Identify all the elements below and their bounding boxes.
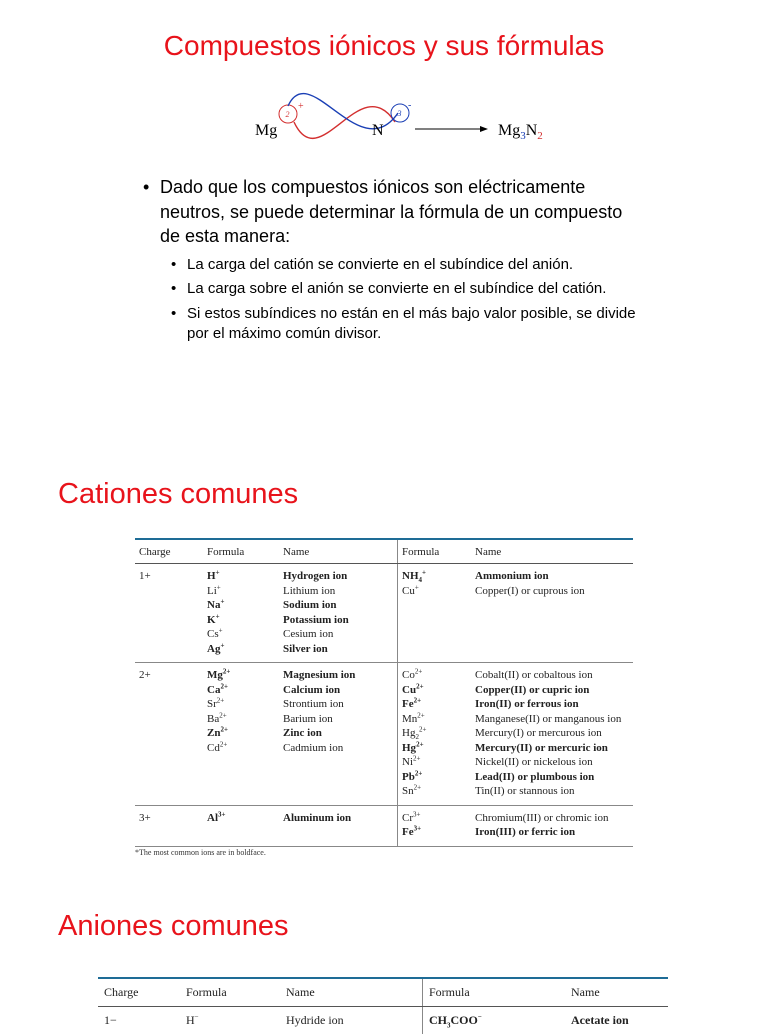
name-cell — [471, 564, 633, 663]
formula-base: Ni — [402, 756, 413, 768]
formula-cell — [203, 564, 279, 663]
name-cell — [279, 805, 398, 846]
header-name: Name — [279, 539, 398, 564]
sub-bullet-list — [171, 255, 643, 345]
formula-base: Mg — [207, 669, 223, 681]
ion-formula — [207, 613, 275, 628]
charge-cell: 1+ — [135, 564, 203, 663]
header-name: Name — [471, 539, 633, 564]
ion-name: Iron(II) or ferrous ion — [475, 698, 579, 710]
ion-formula — [207, 584, 275, 599]
ion-name: Zinc ion — [283, 727, 322, 739]
header-formula: Formula — [398, 539, 472, 564]
formula-charge: 2+ — [418, 725, 427, 734]
formula-charge: 3+ — [218, 809, 226, 818]
table-row — [135, 663, 633, 806]
formula-base: Mn — [402, 712, 418, 725]
sub-bullet-item: • Si estos subíndices no están en el más bajo valor posible, se divide por el máximo común divisor. — [171, 304, 636, 342]
ion-formula — [402, 569, 467, 584]
formula-charge: 2+ — [414, 667, 423, 676]
name-cell — [279, 564, 398, 663]
table-row — [135, 805, 633, 846]
formula-charge: + — [422, 568, 426, 577]
ion-formula — [207, 683, 275, 698]
formula-charge: 2+ — [413, 696, 422, 705]
anion-symbol: N — [372, 122, 384, 139]
ion-name: Nickel(II) or nickelous ion — [475, 756, 593, 768]
formula-charge: 2+ — [219, 710, 227, 719]
ion-name: Cesium ion — [283, 628, 334, 640]
bullet-dot-icon: • — [143, 177, 150, 197]
formula-base: Sr — [207, 698, 217, 710]
formula-base: Ca — [207, 683, 221, 696]
ion-name: Ammonium ion — [475, 570, 549, 582]
name-cell — [471, 805, 633, 846]
formula-charge: 3+ — [413, 824, 422, 833]
charge-cell: 2+ — [135, 663, 203, 806]
ion-name: Mercury(I) or mercurous ion — [475, 727, 602, 739]
anion-charge-number: 3 — [397, 109, 402, 118]
ion-name: Manganese(II) or manganous ion — [475, 712, 622, 725]
formula-charge: 3+ — [413, 809, 421, 818]
formula-base: Pb — [402, 770, 415, 783]
formula-charge: + — [220, 597, 225, 606]
ion-formula — [402, 770, 467, 785]
formula-base: Hg — [402, 727, 416, 739]
formula-charge: − — [477, 1013, 482, 1021]
cation-charge-number: 2 — [285, 110, 290, 119]
formula-charge: 2+ — [416, 739, 424, 748]
table-header-row — [135, 539, 633, 564]
formula-base: Cu — [402, 683, 417, 696]
cations-title: Cationes comunes — [58, 478, 299, 510]
header-formula: Formula — [423, 978, 566, 1007]
ion-formula — [207, 741, 275, 756]
ion-formula — [402, 741, 467, 756]
ion-name: Mercury(II) or mercuric ion — [475, 741, 608, 754]
formula-base: Cd — [207, 741, 220, 754]
formula-base: Ba — [207, 712, 220, 725]
formula-base: NH — [402, 570, 419, 582]
formula-charge: 2+ — [417, 710, 425, 719]
formula-base: H — [186, 1013, 195, 1027]
formula-charge: 2+ — [220, 725, 228, 734]
ion-name: Lead(II) or plumbous ion — [475, 770, 595, 783]
formula-charge: 2+ — [416, 681, 424, 690]
header-formula: Formula — [180, 978, 280, 1007]
formula-subscript: 4 — [418, 576, 422, 585]
cation-charge-sign: + — [298, 101, 304, 112]
formula-diagram — [250, 88, 550, 168]
charge-cell: 3+ — [135, 805, 203, 846]
formula-base: Ag — [207, 642, 221, 655]
ion-name: Copper(II) or cupric ion — [475, 683, 590, 696]
formula-base: CH — [429, 1013, 447, 1027]
ion-name: Cobalt(II) or cobaltous ion — [475, 669, 593, 681]
formula-charge: + — [414, 582, 419, 591]
formula-base: Al — [207, 811, 218, 824]
name-cell — [471, 663, 633, 806]
table-row — [135, 564, 633, 663]
ion-name: Iron(III) or ferric ion — [475, 826, 576, 838]
ion-name: Sodium ion — [283, 599, 337, 611]
formula-base: Fe — [402, 826, 414, 838]
formula-charge: + — [218, 626, 223, 635]
formula-charge: 2+ — [414, 768, 423, 777]
ion-formula — [207, 598, 275, 613]
ion-name: Cadmium ion — [283, 741, 344, 754]
formula-charge: + — [215, 568, 220, 577]
formula-cell — [398, 805, 472, 846]
formula-base: Sn — [402, 785, 414, 797]
ion-name: Lithium ion — [283, 584, 336, 597]
formula-subscript: 2 — [415, 733, 419, 742]
formula-charge: 2+ — [219, 739, 228, 748]
anion-charge-sign: - — [408, 100, 412, 111]
ion-formula — [207, 697, 275, 712]
table-header-row — [98, 978, 668, 1007]
ion-formula — [207, 642, 275, 657]
formula-charge: 2+ — [222, 667, 231, 676]
formula-charge: 2+ — [413, 754, 421, 763]
ion-formula — [207, 726, 275, 741]
formula-charge: + — [220, 640, 225, 649]
name-cell — [279, 663, 398, 806]
ion-formula — [402, 726, 467, 741]
name-cell: Hydride ion — [286, 1013, 344, 1027]
formula-base: Co — [402, 669, 415, 681]
product-formula: $Mg_3N_2$ — [498, 122, 543, 142]
arrow-head-icon — [480, 126, 488, 132]
formula-base: H — [207, 570, 216, 582]
ion-name: Aluminum ion — [283, 811, 352, 824]
formula-base: Zn — [207, 727, 221, 739]
ion-formula — [207, 712, 275, 727]
formula-cell — [398, 663, 472, 806]
anions-table-body — [98, 1007, 668, 1034]
formula-base: Cu — [402, 584, 415, 597]
ion-formula — [207, 668, 275, 683]
bullet-dot-icon: • — [171, 304, 177, 322]
ion-name: Strontium ion — [283, 698, 344, 710]
charge-cell: 1− — [104, 1013, 117, 1027]
sub-bullet-item: • La carga sobre el anión se convierte en el subíndice del catión. — [171, 279, 643, 300]
formula-base: Cs — [207, 628, 219, 640]
formula-base: COO — [450, 1013, 478, 1027]
page-title: Compuestos iónicos y sus fórmulas — [163, 30, 605, 61]
ion-name: Magnesium ion — [283, 669, 356, 681]
formula-subscript: 3 — [447, 1021, 451, 1030]
ion-formula — [402, 712, 467, 727]
ion-formula — [402, 811, 467, 826]
ion-formula — [402, 755, 467, 770]
cation-symbol: Mg — [255, 122, 278, 139]
formula-base: Na — [207, 599, 221, 611]
formula-base: Cr — [402, 811, 413, 824]
formula-cell — [203, 663, 279, 806]
formula-charge: − — [194, 1013, 199, 1021]
cations-table — [135, 538, 633, 847]
ion-formula — [402, 784, 467, 799]
anions-table — [98, 977, 668, 1034]
formula-charge: 2+ — [216, 696, 225, 705]
header-charge: Charge — [135, 539, 203, 564]
formula-base: Fe — [402, 698, 414, 710]
formula-base: Hg — [402, 741, 417, 754]
ion-formula — [207, 569, 275, 584]
ion-formula — [402, 697, 467, 712]
ion-formula — [402, 668, 467, 683]
cations-table-body — [135, 564, 633, 847]
anions-title: Aniones comunes — [58, 910, 289, 942]
formula-cell — [423, 1007, 566, 1034]
ion-name: Silver ion — [283, 642, 328, 655]
ion-formula — [402, 584, 467, 599]
formula-base: Li — [207, 584, 217, 597]
formula-charge: 2+ — [413, 783, 422, 792]
table-row — [98, 1007, 668, 1034]
formula-base: K — [207, 613, 216, 626]
ion-name: Barium ion — [283, 712, 333, 725]
formula-cell — [180, 1007, 280, 1034]
name-cell: Acetate ion — [571, 1013, 629, 1027]
formula-cell — [203, 805, 279, 846]
ion-formula — [402, 683, 467, 698]
bullet-dot-icon: • — [171, 255, 177, 273]
ion-formula — [207, 811, 275, 826]
header-charge: Charge — [98, 978, 180, 1007]
formula-charge: + — [216, 582, 221, 591]
ion-formula — [207, 627, 275, 642]
table-footnote: *The most common ions are in boldface. — [135, 848, 266, 857]
ion-name: Potassium ion — [283, 613, 349, 626]
formula-cell — [398, 564, 472, 663]
sub-bullet-item: • La carga del catión se convierte en el subíndice del anión. — [171, 255, 643, 276]
bullet-main: • Dado que los compuestos iónicos son eléctricamente neutros, se puede determinar la fórmula de un compuesto de esta manera: — [143, 177, 623, 246]
header-name: Name — [280, 978, 423, 1007]
ion-name: Chromium(III) or chromic ion — [475, 811, 609, 824]
bullet-list — [143, 175, 643, 349]
header-formula: Formula — [203, 539, 279, 564]
header-name: Name — [565, 978, 668, 1007]
bullet-dot-icon: • — [171, 280, 177, 297]
ion-name: Tin(II) or stannous ion — [475, 785, 575, 797]
ion-formula — [402, 825, 467, 840]
formula-charge: + — [215, 611, 220, 620]
ion-name: Copper(I) or cuprous ion — [475, 584, 585, 597]
ion-name: Calcium ion — [283, 683, 341, 696]
ion-name: Hydrogen ion — [283, 570, 348, 582]
formula-charge: 2+ — [220, 681, 228, 690]
